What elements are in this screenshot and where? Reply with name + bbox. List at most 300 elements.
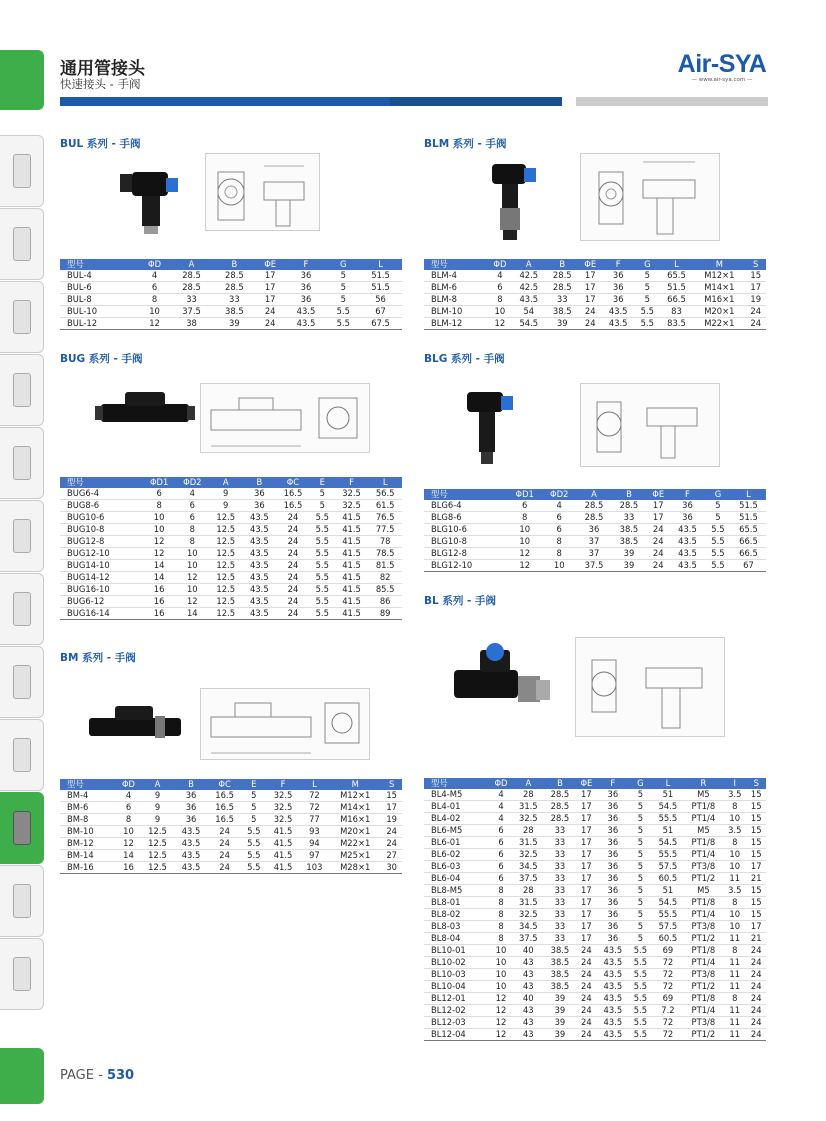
value-cell: 12.5 <box>209 560 243 572</box>
col: I <box>723 778 746 789</box>
table-header <box>60 259 402 270</box>
value-cell: 40 <box>513 945 545 957</box>
table-row <box>60 282 402 294</box>
value-cell: 8 <box>723 837 746 849</box>
value-cell: 8 <box>139 294 170 306</box>
value-cell: 8 <box>176 536 209 548</box>
value-cell: 5 <box>310 500 335 512</box>
model-cell: BL4-01 <box>424 801 489 813</box>
value-cell: 24 <box>276 560 310 572</box>
sidebar-category-7[interactable] <box>0 573 44 645</box>
value-cell: 5.5 <box>327 318 359 330</box>
value-cell: 10 <box>507 524 542 536</box>
value-cell: 37.5 <box>576 560 611 572</box>
value-cell: M22×1 <box>329 838 381 850</box>
value-cell: 60.5 <box>652 933 684 945</box>
model-cell: BLG6-4 <box>424 500 507 512</box>
model-cell: BL10-02 <box>424 957 489 969</box>
table-row <box>60 584 402 596</box>
table-row <box>424 921 766 933</box>
value-cell: 36 <box>597 885 629 897</box>
value-cell: 43.5 <box>243 572 277 584</box>
value-cell: 15 <box>746 909 766 921</box>
col: ΦD <box>488 259 512 270</box>
model-cell: BLG10-8 <box>424 536 507 548</box>
col: ΦD2 <box>542 489 577 500</box>
value-cell: 5.5 <box>705 524 731 536</box>
value-cell: 24 <box>576 993 597 1005</box>
value-cell: 37 <box>576 536 611 548</box>
col: L <box>300 779 329 790</box>
value-cell: 43.5 <box>243 560 277 572</box>
value-cell: 43.5 <box>597 969 629 981</box>
col: B <box>213 259 256 270</box>
value-cell: 43.5 <box>243 584 277 596</box>
fitting-icon <box>13 738 31 772</box>
value-cell: 12.5 <box>209 548 243 560</box>
fitting-icon <box>13 592 31 626</box>
value-cell: 93 <box>300 826 329 838</box>
value-cell: 15 <box>746 897 766 909</box>
value-cell: 16.5 <box>276 488 310 500</box>
col: A <box>141 779 175 790</box>
value-cell: M12×1 <box>329 790 381 802</box>
sidebar-category-2[interactable] <box>0 208 44 280</box>
model-cell: BLM-12 <box>424 318 488 330</box>
value-cell: 24 <box>746 1017 766 1029</box>
col: B <box>544 778 576 789</box>
value-cell: 41.5 <box>335 596 369 608</box>
value-cell: 76.5 <box>368 512 402 524</box>
value-cell: M22×1 <box>693 318 745 330</box>
value-cell: 8 <box>176 524 209 536</box>
value-cell: 10 <box>723 861 746 873</box>
sidebar-category-8[interactable] <box>0 646 44 718</box>
table-row <box>60 548 402 560</box>
model-cell: BL10-01 <box>424 945 489 957</box>
value-cell: 17 <box>576 885 597 897</box>
header-bar-gray <box>576 97 768 106</box>
value-cell: 8 <box>116 814 140 826</box>
value-cell: 36 <box>597 825 629 837</box>
value-cell: 40 <box>513 993 545 1005</box>
table-row <box>424 909 766 921</box>
bug-drawing <box>200 383 370 453</box>
value-cell: 54 <box>512 306 545 318</box>
value-cell: 8 <box>723 993 746 1005</box>
model-cell: BL12-04 <box>424 1029 489 1041</box>
value-cell: 81.5 <box>368 560 402 572</box>
col: M <box>693 259 745 270</box>
model-cell: BUL-12 <box>60 318 139 330</box>
sidebar-category-11[interactable] <box>0 865 44 937</box>
col: M <box>329 779 381 790</box>
sidebar-category-6[interactable] <box>0 500 44 572</box>
value-cell: 9 <box>141 814 175 826</box>
value-cell: 43.5 <box>174 826 208 838</box>
brand-name: Air-SYA <box>677 50 767 78</box>
value-cell: 24 <box>746 957 766 969</box>
value-cell: 43.5 <box>512 294 545 306</box>
value-cell: 61.5 <box>368 500 402 512</box>
value-cell: 16 <box>143 596 176 608</box>
value-cell: 16.5 <box>208 814 242 826</box>
value-cell: 43.5 <box>174 862 208 874</box>
value-cell: M5 <box>684 825 723 837</box>
value-cell: 43.5 <box>243 548 277 560</box>
value-cell: 5 <box>629 849 652 861</box>
table-row <box>424 294 766 306</box>
value-cell: 36 <box>597 789 629 801</box>
value-cell: 34.5 <box>513 921 545 933</box>
model-cell: BL6-04 <box>424 873 489 885</box>
value-cell: 67.5 <box>359 318 402 330</box>
value-cell: 65.5 <box>731 524 766 536</box>
table-row <box>424 1029 766 1041</box>
table-row <box>60 862 402 874</box>
value-cell: 43.5 <box>243 524 277 536</box>
value-cell: 69 <box>652 945 684 957</box>
model-cell: BL8-03 <box>424 921 489 933</box>
model-cell: BLG8-6 <box>424 512 507 524</box>
value-cell: 38 <box>170 318 213 330</box>
value-cell: 24 <box>579 318 602 330</box>
col: ΦE <box>579 259 602 270</box>
sidebar-category-1[interactable] <box>0 135 44 207</box>
value-cell: 17 <box>576 813 597 825</box>
value-cell: 9 <box>141 790 175 802</box>
value-cell: 28.5 <box>213 270 256 282</box>
value-cell: 66.5 <box>731 536 766 548</box>
value-cell: 56.5 <box>368 488 402 500</box>
value-cell: 8 <box>723 897 746 909</box>
value-cell: 38.5 <box>213 306 256 318</box>
value-cell: 32.5 <box>266 802 300 814</box>
value-cell: 16.5 <box>208 802 242 814</box>
col-model: 型号 <box>424 489 507 500</box>
value-cell: 43.5 <box>670 560 705 572</box>
table-row <box>424 270 766 282</box>
value-cell: 43.5 <box>243 596 277 608</box>
value-cell: 39 <box>544 1017 576 1029</box>
value-cell: 9 <box>209 488 243 500</box>
model-cell: BUG16-14 <box>60 608 143 620</box>
value-cell: 43.5 <box>243 608 277 620</box>
value-cell: 12.5 <box>141 826 175 838</box>
value-cell: 33 <box>611 512 646 524</box>
value-cell: 5 <box>327 294 359 306</box>
col: G <box>327 259 359 270</box>
value-cell: 5 <box>241 790 266 802</box>
value-cell: 78 <box>368 536 402 548</box>
table-row <box>60 838 402 850</box>
category-sidebar <box>0 135 44 1011</box>
model-cell: BUG14-10 <box>60 560 143 572</box>
model-cell: BLG12-8 <box>424 548 507 560</box>
value-cell: 24 <box>746 1029 766 1041</box>
value-cell: 43.5 <box>597 1017 629 1029</box>
blm-drawing <box>580 153 720 241</box>
sidebar-category-9[interactable] <box>0 719 44 791</box>
value-cell: 24 <box>276 536 310 548</box>
value-cell: 12 <box>489 1005 512 1017</box>
value-cell: 43.5 <box>670 536 705 548</box>
value-cell: 36 <box>285 294 328 306</box>
value-cell: 5 <box>629 933 652 945</box>
value-cell: 36 <box>597 849 629 861</box>
model-cell: BLM-4 <box>424 270 488 282</box>
value-cell: 78.5 <box>368 548 402 560</box>
model-cell: BL8-M5 <box>424 885 489 897</box>
value-cell: 82 <box>368 572 402 584</box>
value-cell: 5 <box>241 814 266 826</box>
value-cell: 66.5 <box>660 294 693 306</box>
value-cell: 10 <box>139 306 170 318</box>
col: ΦE <box>576 778 597 789</box>
value-cell: 43 <box>513 969 545 981</box>
value-cell: 10 <box>489 945 512 957</box>
value-cell: 36 <box>285 270 328 282</box>
value-cell: 42.5 <box>512 270 545 282</box>
value-cell: 67 <box>731 560 766 572</box>
value-cell: 24 <box>276 572 310 584</box>
fitting-icon <box>13 227 31 261</box>
value-cell: 5.5 <box>629 981 652 993</box>
value-cell: 12.5 <box>209 536 243 548</box>
value-cell: 60.5 <box>652 873 684 885</box>
value-cell: 24 <box>381 826 402 838</box>
sidebar-category-active[interactable] <box>0 792 44 864</box>
value-cell: 10 <box>489 981 512 993</box>
value-cell: 32.5 <box>513 813 545 825</box>
value-cell: 8 <box>723 945 746 957</box>
value-cell: 5 <box>629 897 652 909</box>
model-cell: BM-4 <box>60 790 116 802</box>
value-cell: M14×1 <box>329 802 381 814</box>
model-cell: BL4-M5 <box>424 789 489 801</box>
table-row <box>424 524 766 536</box>
value-cell: 6 <box>542 512 577 524</box>
value-cell: M25×1 <box>329 850 381 862</box>
model-cell: BUG6-12 <box>60 596 143 608</box>
col: A <box>513 778 545 789</box>
bottom-green-tab <box>0 1048 44 1104</box>
value-cell: 10 <box>542 560 577 572</box>
value-cell: 43 <box>513 1029 545 1041</box>
value-cell: 17 <box>576 897 597 909</box>
value-cell: 12 <box>139 318 170 330</box>
table-row <box>60 306 402 318</box>
value-cell: 8 <box>489 885 512 897</box>
col: B <box>611 489 646 500</box>
model-cell: BUL-8 <box>60 294 139 306</box>
value-cell: 16.5 <box>208 790 242 802</box>
value-cell: 21 <box>746 873 766 885</box>
value-cell: 11 <box>723 981 746 993</box>
value-cell: 51.5 <box>731 512 766 524</box>
value-cell: 36 <box>576 524 611 536</box>
table-row <box>424 993 766 1005</box>
value-cell: 6 <box>139 282 170 294</box>
value-cell: 6 <box>143 488 176 500</box>
value-cell: 36 <box>597 933 629 945</box>
blg-drawing <box>580 383 720 467</box>
model-cell: BUG14-12 <box>60 572 143 584</box>
value-cell: 89 <box>368 608 402 620</box>
table-row <box>60 802 402 814</box>
value-cell: 5 <box>629 921 652 933</box>
value-cell: 17 <box>576 837 597 849</box>
value-cell: 38.5 <box>611 536 646 548</box>
value-cell: 10 <box>116 826 140 838</box>
value-cell: 10 <box>723 909 746 921</box>
value-cell: 12 <box>507 548 542 560</box>
value-cell: 24 <box>576 1005 597 1017</box>
value-cell: 24 <box>746 981 766 993</box>
model-cell: BL12-01 <box>424 993 489 1005</box>
value-cell: 11 <box>723 969 746 981</box>
value-cell: 33 <box>544 825 576 837</box>
value-cell: 15 <box>746 837 766 849</box>
value-cell: 16 <box>143 608 176 620</box>
value-cell: 12.5 <box>209 512 243 524</box>
value-cell: 5 <box>705 512 731 524</box>
value-cell: 66.5 <box>731 548 766 560</box>
sidebar-category-12[interactable] <box>0 938 44 1010</box>
table-row <box>424 560 766 572</box>
value-cell: 5.5 <box>310 512 335 524</box>
value-cell: 10 <box>176 548 209 560</box>
table-row <box>60 790 402 802</box>
value-cell: 17 <box>579 270 602 282</box>
col: A <box>209 477 243 488</box>
value-cell: 10 <box>723 813 746 825</box>
model-cell: BL6-03 <box>424 861 489 873</box>
col: ΦC <box>276 477 310 488</box>
value-cell: 43.5 <box>285 306 328 318</box>
value-cell: 6 <box>488 282 512 294</box>
value-cell: 5 <box>629 861 652 873</box>
value-cell: 9 <box>209 500 243 512</box>
value-cell: PT1/4 <box>684 849 723 861</box>
model-cell: BLM-6 <box>424 282 488 294</box>
value-cell: 28.5 <box>170 270 213 282</box>
value-cell: 41.5 <box>266 826 300 838</box>
value-cell: 15 <box>381 790 402 802</box>
value-cell: 5 <box>629 789 652 801</box>
value-cell: 41.5 <box>335 584 369 596</box>
value-cell: 24 <box>579 306 602 318</box>
value-cell: 4 <box>139 270 170 282</box>
value-cell: 38.5 <box>544 969 576 981</box>
col: ΦE <box>646 489 670 500</box>
value-cell: 36 <box>243 488 277 500</box>
value-cell: 14 <box>143 560 176 572</box>
bm-drawing <box>200 688 370 760</box>
bm-product-photo <box>85 700 185 752</box>
value-cell: PT1/8 <box>684 897 723 909</box>
value-cell: 43.5 <box>601 318 634 330</box>
value-cell: 41.5 <box>335 608 369 620</box>
value-cell: 17 <box>256 294 285 306</box>
value-cell: 11 <box>723 1017 746 1029</box>
value-cell: 5.5 <box>629 969 652 981</box>
value-cell: 15 <box>746 849 766 861</box>
value-cell: 4 <box>489 801 512 813</box>
value-cell: 28.5 <box>544 789 576 801</box>
value-cell: 51.5 <box>731 500 766 512</box>
sidebar-category-3[interactable] <box>0 281 44 353</box>
model-cell: BLM-8 <box>424 294 488 306</box>
value-cell: 43.5 <box>670 548 705 560</box>
value-cell: 43 <box>513 957 545 969</box>
col: S <box>745 259 766 270</box>
brand-website: — www.air-sya.com — <box>691 77 753 83</box>
value-cell: 39 <box>544 993 576 1005</box>
value-cell: 24 <box>208 862 242 874</box>
value-cell: 72 <box>652 957 684 969</box>
value-cell: 8 <box>542 536 577 548</box>
bm-table <box>60 779 402 874</box>
value-cell: 14 <box>116 850 140 862</box>
value-cell: 12 <box>143 548 176 560</box>
value-cell: 5.5 <box>310 572 335 584</box>
value-cell: 24 <box>276 548 310 560</box>
value-cell: 28.5 <box>546 270 579 282</box>
value-cell: 36 <box>670 512 705 524</box>
value-cell: M20×1 <box>329 826 381 838</box>
value-cell: 36 <box>597 873 629 885</box>
table-row <box>424 945 766 957</box>
blm-product-photo <box>478 152 548 244</box>
value-cell: 77 <box>300 814 329 826</box>
value-cell: 17 <box>745 282 766 294</box>
model-cell: BL8-01 <box>424 897 489 909</box>
model-cell: BL12-03 <box>424 1017 489 1029</box>
col: F <box>601 259 634 270</box>
table-row <box>424 981 766 993</box>
col: S <box>746 778 766 789</box>
value-cell: 3.5 <box>723 789 746 801</box>
table-row <box>424 318 766 330</box>
value-cell: 51.5 <box>660 282 693 294</box>
col: ΦD <box>116 779 140 790</box>
value-cell: 24 <box>576 945 597 957</box>
value-cell: 36 <box>597 837 629 849</box>
value-cell: 12.5 <box>141 850 175 862</box>
header-bar-dark <box>390 97 562 106</box>
value-cell: 8 <box>489 933 512 945</box>
page-number <box>60 1068 134 1083</box>
table-row <box>424 548 766 560</box>
value-cell: 5.5 <box>310 596 335 608</box>
value-cell: 28.5 <box>611 500 646 512</box>
value-cell: M12×1 <box>693 270 745 282</box>
col: E <box>310 477 335 488</box>
value-cell: 28.5 <box>170 282 213 294</box>
sidebar-category-4[interactable] <box>0 354 44 426</box>
fitting-icon <box>13 665 31 699</box>
value-cell: 24 <box>256 318 285 330</box>
value-cell: M20×1 <box>693 306 745 318</box>
sidebar-category-5[interactable] <box>0 427 44 499</box>
value-cell: 41.5 <box>335 572 369 584</box>
table-row <box>424 885 766 897</box>
model-cell: BM-6 <box>60 802 116 814</box>
value-cell: M16×1 <box>329 814 381 826</box>
value-cell: 12.5 <box>141 838 175 850</box>
value-cell: 5.5 <box>310 536 335 548</box>
